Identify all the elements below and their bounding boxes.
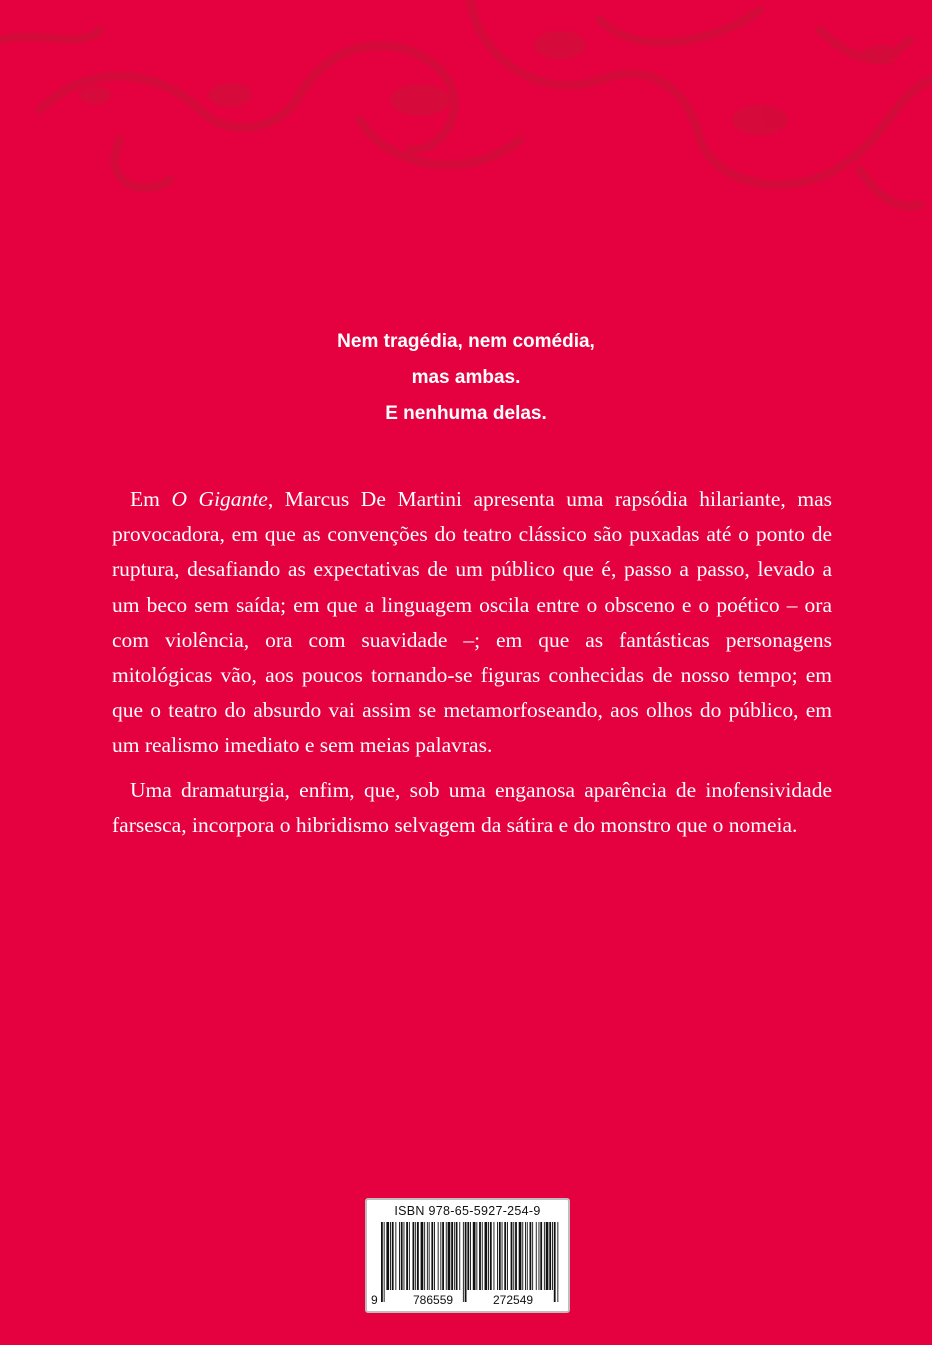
barcode-bar bbox=[429, 1222, 430, 1290]
tagline bbox=[0, 324, 932, 432]
barcode-bar bbox=[454, 1222, 455, 1290]
barcode-bar bbox=[401, 1222, 403, 1290]
barcode-bar bbox=[532, 1222, 533, 1290]
barcode-bar bbox=[497, 1222, 498, 1290]
barcode-bar bbox=[424, 1222, 425, 1290]
tagline-line-3: E nenhuma delas. bbox=[385, 403, 547, 424]
barcode-bar bbox=[499, 1222, 501, 1290]
blurb-paragraph-2: Uma dramaturgia, enfim, que, sob uma enganosa aparência de inofensividade farsesca, incorpora o hibridismo selvagem da sátira e do monstro que o nomeia. bbox=[112, 777, 832, 837]
barcode-bar bbox=[504, 1222, 506, 1290]
barcode-bar bbox=[456, 1222, 458, 1290]
barcode-bar bbox=[465, 1222, 467, 1302]
barcode-bar bbox=[554, 1222, 556, 1302]
isbn-label: ISBN 978-65-5927-254-9 bbox=[394, 1204, 541, 1218]
barcode-bar bbox=[476, 1222, 477, 1290]
barcode-bars bbox=[371, 1222, 566, 1308]
barcode-bar bbox=[479, 1222, 481, 1290]
barcode-bar bbox=[513, 1222, 514, 1290]
barcode-bar bbox=[406, 1222, 408, 1290]
barcode-bar bbox=[431, 1222, 433, 1290]
barcode-bar bbox=[386, 1222, 389, 1290]
barcode-bar bbox=[421, 1222, 424, 1290]
barcode-bar bbox=[381, 1222, 383, 1302]
barcode-bar bbox=[417, 1222, 419, 1290]
book-blurb bbox=[112, 482, 832, 852]
barcode-digits-left: 786559 bbox=[413, 1293, 454, 1307]
barcode-bar bbox=[448, 1222, 451, 1290]
barcode-digit-lead: 9 bbox=[371, 1293, 378, 1307]
barcode-bar bbox=[519, 1222, 522, 1290]
barcode-bar bbox=[530, 1222, 532, 1290]
barcode-bar bbox=[549, 1222, 551, 1290]
barcode-bar bbox=[511, 1222, 513, 1290]
barcode-bar bbox=[390, 1222, 391, 1290]
barcode-bar bbox=[473, 1222, 476, 1290]
barcode-bar bbox=[459, 1222, 460, 1290]
barcode-bar bbox=[540, 1222, 542, 1290]
isbn-barcode bbox=[365, 1198, 570, 1313]
barcode-bar bbox=[404, 1222, 405, 1290]
barcode-bar bbox=[527, 1222, 528, 1290]
blurb-paragraph-1-text: , Marcus De Martini apresenta uma rapsódia hilariante, mas provocadora, em que as convenções do teatro clássico são puxadas até o ponto de ruptura, desafiando as expectativas de um público que é, passo a passo, levado a um beco sem saída; em que a linguagem oscila entre o obsceno e o poético – ora com violência, ora com suavidade –; em que as fantásticas personagens mitológicas vão, aos poucos tornando-se figuras conhecidas de nosso tempo; em que o teatro do absurdo vai assim se metamorfoseando, aos olhos do público, em um realismo imediato e sem meias palavras. bbox=[112, 487, 833, 758]
blurb-intro: Em bbox=[130, 487, 172, 511]
barcode-bar bbox=[485, 1222, 488, 1290]
barcode-bar bbox=[522, 1222, 523, 1290]
barcode-bar bbox=[482, 1222, 483, 1290]
barcode-bar bbox=[552, 1222, 553, 1290]
barcode-bar bbox=[392, 1222, 394, 1290]
barcode-bar bbox=[395, 1222, 396, 1290]
barcode-bar bbox=[463, 1222, 464, 1302]
tagline-line-1: Nem tragédia, nem comédia, bbox=[337, 331, 595, 352]
barcode-bar bbox=[446, 1222, 447, 1290]
barcode-bar bbox=[470, 1222, 471, 1290]
barcode-bar bbox=[384, 1222, 385, 1302]
barcode-bar bbox=[536, 1222, 537, 1290]
barcode-bar bbox=[413, 1222, 415, 1290]
barcode-bar bbox=[415, 1222, 416, 1290]
barcode-bar bbox=[451, 1222, 453, 1290]
barcode-bar bbox=[539, 1222, 540, 1290]
barcode-bar bbox=[544, 1222, 545, 1290]
barcode-bar bbox=[488, 1222, 489, 1290]
barcode-bar bbox=[399, 1222, 400, 1290]
book-title: O Gigante bbox=[171, 487, 268, 511]
barcode-bar bbox=[467, 1222, 469, 1290]
barcode-bar bbox=[502, 1222, 503, 1290]
tagline-line-2: mas ambas. bbox=[411, 367, 521, 388]
barcode-bar bbox=[525, 1222, 526, 1290]
barcode-bar bbox=[438, 1222, 439, 1290]
barcode-bar bbox=[442, 1222, 444, 1290]
barcode-bar bbox=[557, 1222, 558, 1302]
barcode-bar bbox=[546, 1222, 549, 1290]
barcode-bar bbox=[494, 1222, 495, 1290]
barcode-bar bbox=[507, 1222, 508, 1290]
barcode-bar bbox=[490, 1222, 492, 1290]
barcode-digits-right: 272549 bbox=[493, 1293, 534, 1307]
decorative-ornament bbox=[0, 0, 932, 230]
barcode-bar bbox=[440, 1222, 441, 1290]
barcode-bar bbox=[427, 1222, 428, 1290]
barcode-bar bbox=[409, 1222, 410, 1290]
barcode-bar bbox=[434, 1222, 435, 1290]
barcode-bar bbox=[515, 1222, 517, 1290]
blurb-paragraph-1 bbox=[112, 482, 832, 764]
